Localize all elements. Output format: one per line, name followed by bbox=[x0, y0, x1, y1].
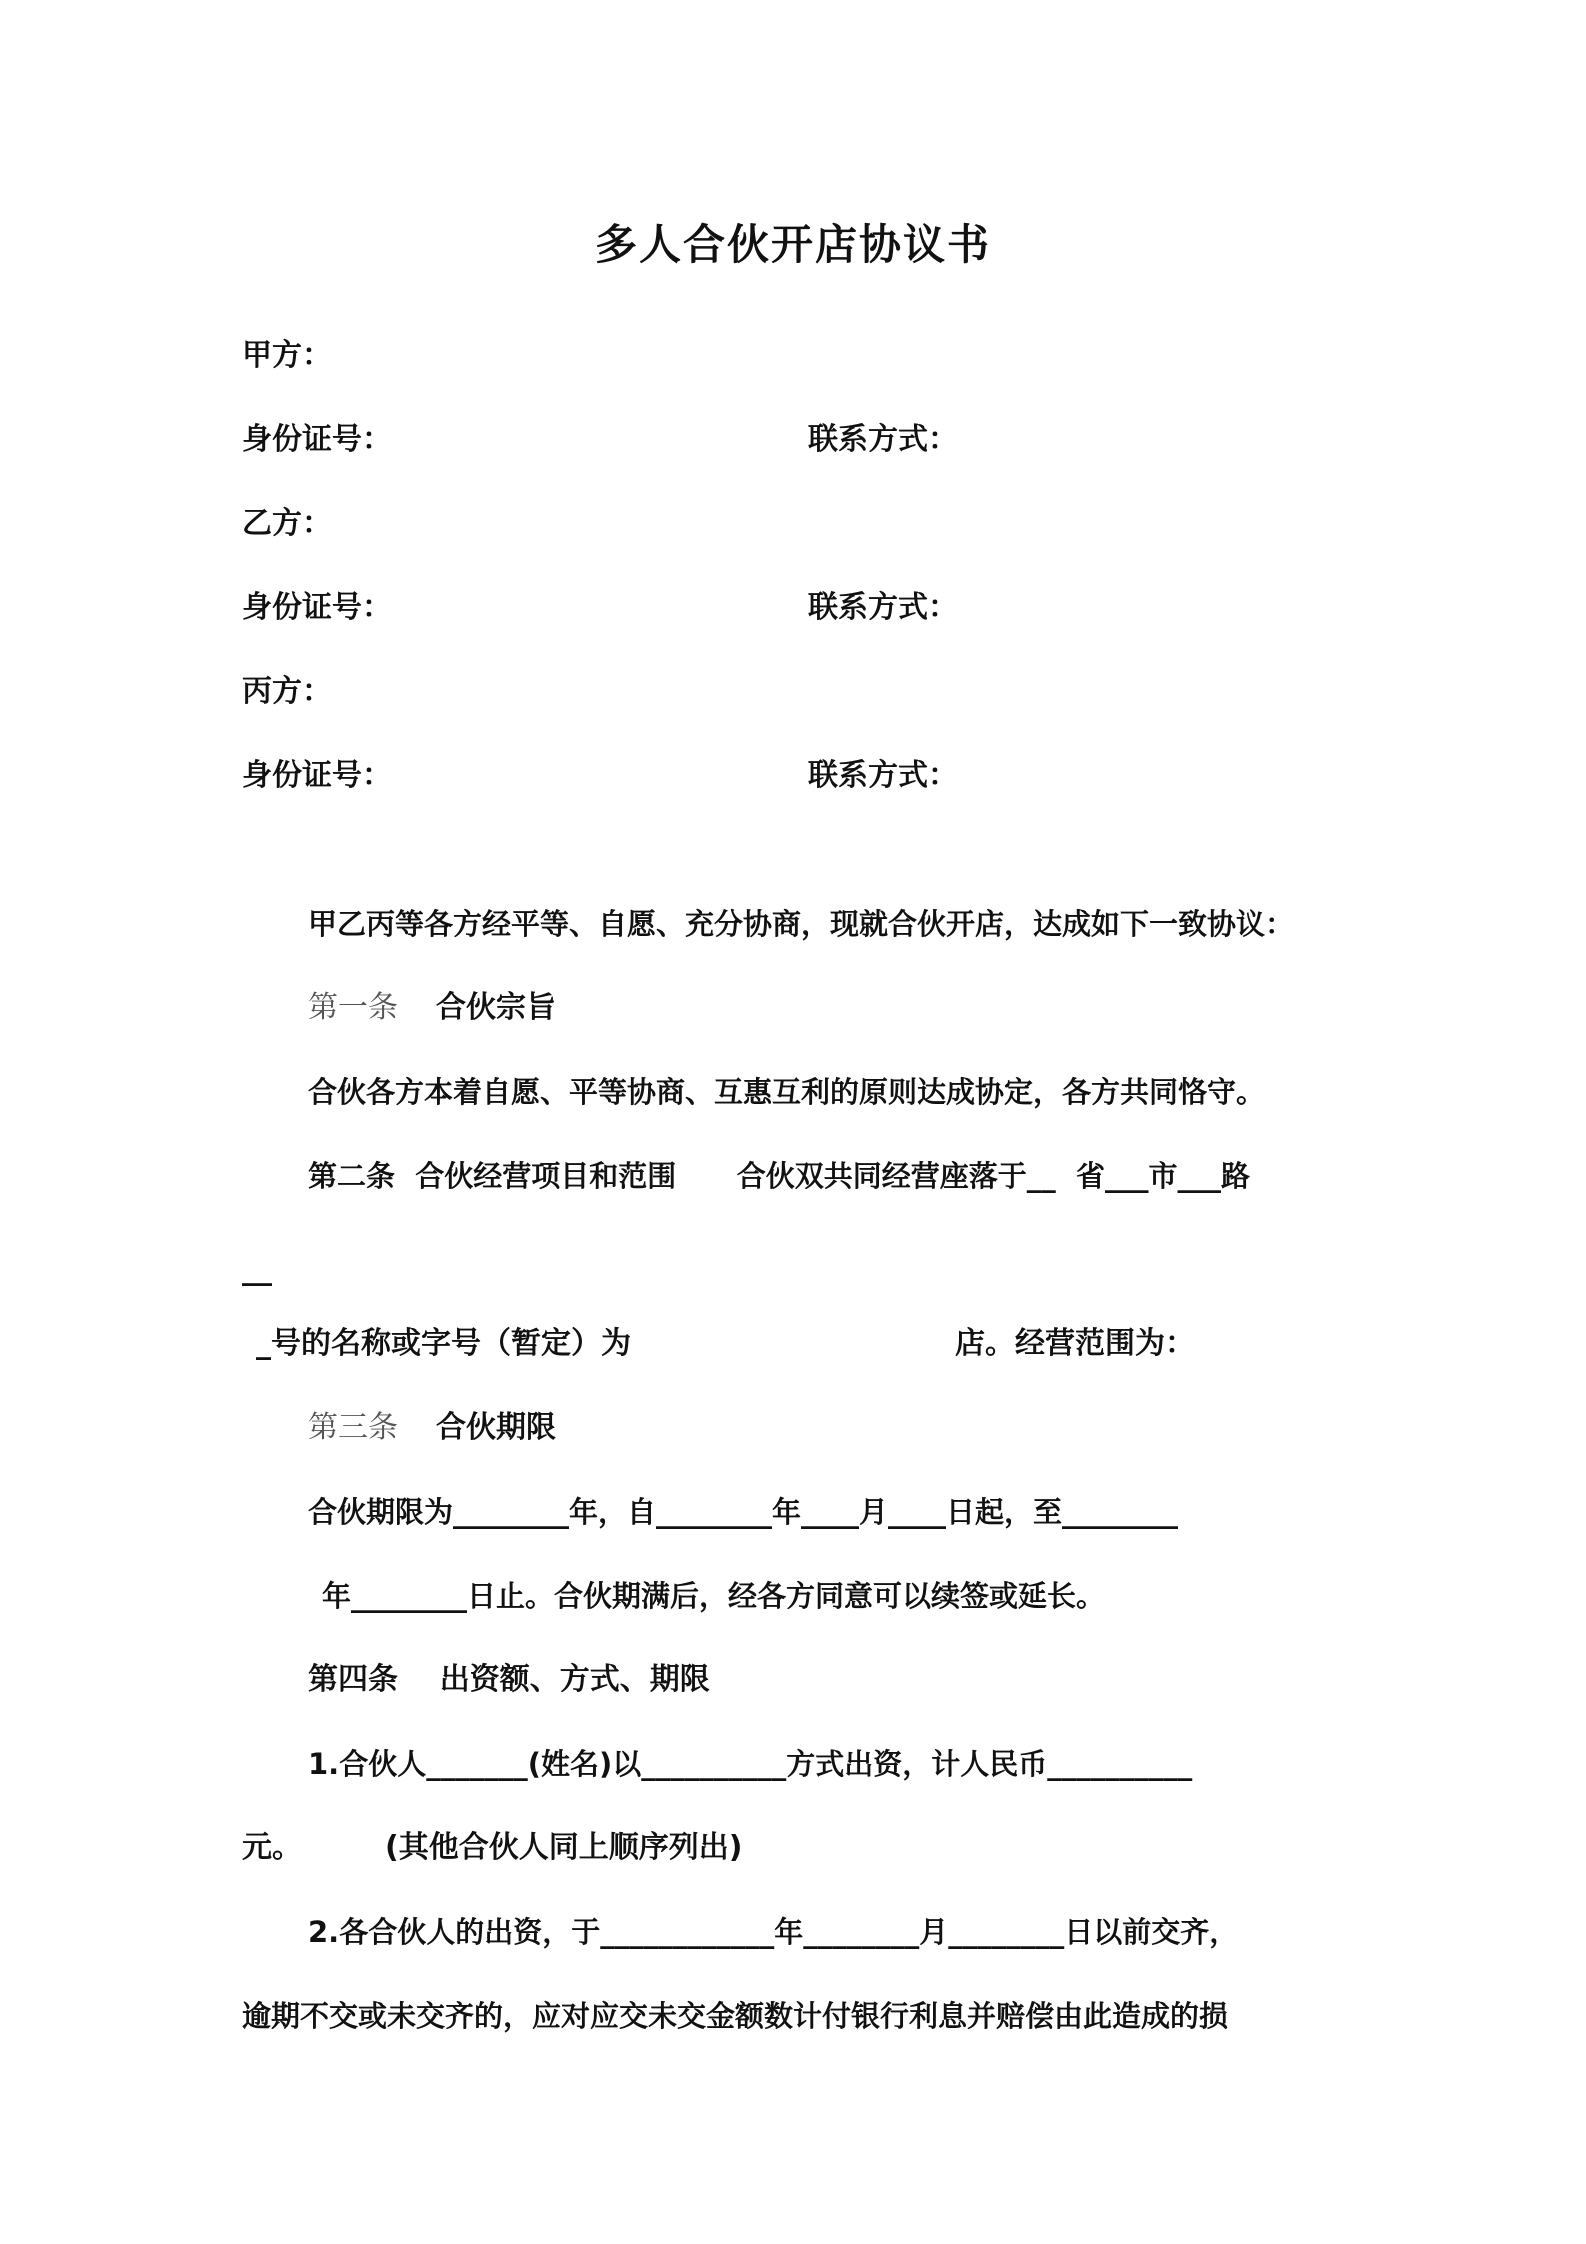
article4-item2-line2: 逾期不交或未交齐的，应对应交未交金额数计付银行利息并赔偿由此造成的损 bbox=[242, 1999, 1229, 2033]
article1-text: 合伙各方本着自愿、平等协商、互惠互利的原则达成协定，各方共同恪守。 bbox=[308, 1075, 1266, 1109]
party-c-id-label: 身份证号： bbox=[242, 758, 392, 793]
party-b-contact-label: 联系方式： bbox=[808, 590, 958, 625]
party-a-id-label: 身份证号： bbox=[242, 422, 392, 457]
party-a-label: 甲方： bbox=[242, 338, 332, 373]
article1-number: 第一条 bbox=[308, 990, 398, 1025]
article2-line1: 第二条 合伙经营项目和范围 合伙双共同经营座落于__ 省___市___路 bbox=[308, 1159, 1250, 1193]
article4-item1-line2b: (其他合伙人同上顺序列出) bbox=[385, 1830, 743, 1865]
article4-item2-line1: 2.各合伙人的出资，于____________年________月________日以前交齐， bbox=[308, 1915, 1239, 1949]
article4-item1-line1: 1.合伙人_______(姓名)以__________方式出资，计人民币__________ bbox=[308, 1747, 1193, 1781]
article3-line1: 合伙期限为________年，自________年____月____日起，至________ bbox=[308, 1495, 1179, 1529]
article2-line2: __ bbox=[242, 1252, 272, 1287]
article2-line3a: _号的名称或字号（暂定）为 bbox=[256, 1326, 631, 1361]
article3-number: 第三条 bbox=[308, 1410, 398, 1445]
article4-heading: 第四条 出资额、方式、期限 bbox=[308, 1662, 710, 1697]
article3-heading: 合伙期限 bbox=[436, 1410, 556, 1445]
article2-line3b: 店。经营范围为： bbox=[955, 1326, 1195, 1361]
party-c-label: 丙方： bbox=[242, 674, 332, 709]
party-b-id-label: 身份证号： bbox=[242, 590, 392, 625]
article3-line2: 年________日止。合伙期满后，经各方同意可以续签或延长。 bbox=[322, 1579, 1106, 1613]
party-b-label: 乙方： bbox=[242, 506, 332, 541]
document-title: 多人合伙开店协议书 bbox=[594, 220, 991, 269]
article4-item1-line2a: 元。 bbox=[242, 1830, 302, 1865]
party-c-contact-label: 联系方式： bbox=[808, 758, 958, 793]
article1-heading: 合伙宗旨 bbox=[436, 990, 556, 1025]
intro-paragraph: 甲乙丙等各方经平等、自愿、充分协商，现就合伙开店，达成如下一致协议： bbox=[308, 907, 1295, 941]
party-a-contact-label: 联系方式： bbox=[808, 422, 958, 457]
